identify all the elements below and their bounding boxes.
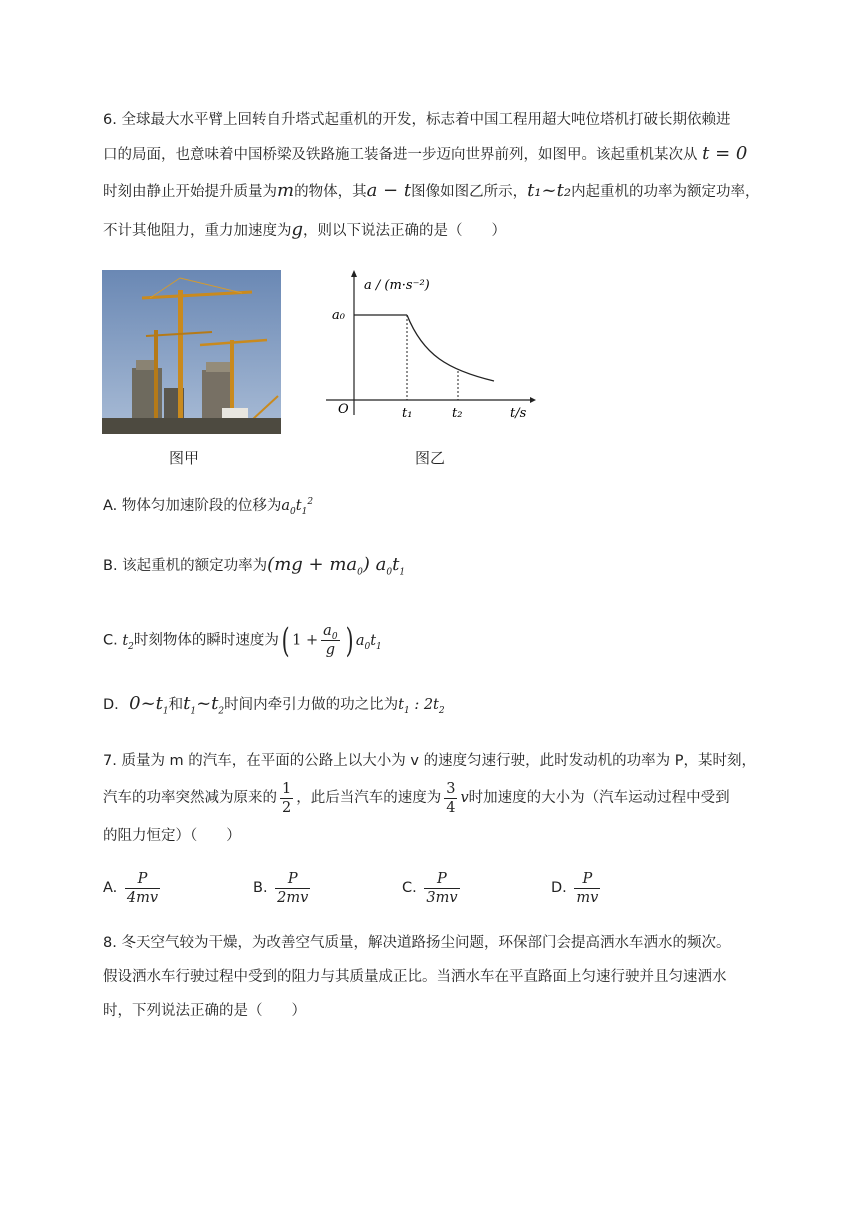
q7-fraction-threequarter: $\frac{3}{4}$	[446, 780, 456, 816]
q6-mass-symbol: m	[277, 180, 295, 201]
decreasing-acceleration-curve	[407, 315, 494, 381]
q6-line3	[103, 181, 760, 202]
q7-text-3: 的阻力恒定）（ ）	[103, 828, 241, 844]
a-t-graph	[318, 265, 538, 425]
q6-text-2: 口的局面，也意味着中国桥梁及铁路施工装备进一步迈向世界前列，如图甲。该起重机某次从	[103, 147, 698, 163]
option-c-right-paren: )	[345, 620, 354, 661]
q6-text-4a: 不计其他阻力，重力加速度为	[103, 223, 292, 239]
q6-text-3c: 图像如图乙所示，	[411, 184, 528, 200]
figure-b-caption: 图乙	[415, 449, 446, 467]
q7-option-c	[402, 868, 463, 908]
option-d-range2: $t_1\sim t_2$	[183, 693, 225, 717]
q8-line3	[103, 1001, 306, 1021]
q7-option-d-label: D.	[551, 880, 567, 896]
q6-t-equals-0: t = 0	[702, 143, 748, 164]
q7-text-2a: 汽车的功率突然减为原来的	[103, 790, 277, 806]
q7-line2	[103, 778, 730, 818]
q6-text-1: 全球最大水平臂上回转自升塔式起重机的开发，标志着中国工程用超大吨位塔机打破长期依赖进	[121, 112, 731, 128]
q6-a-t-symbol: a − t	[366, 180, 412, 201]
q6-text-3b: 的物体，其	[294, 184, 367, 200]
option-a-text: 物体匀加速阶段的位移为	[121, 498, 282, 514]
q6-line4	[103, 220, 506, 241]
q7-text-1: 质量为 m 的汽车，在平面的公路上以大小为 v 的速度匀速行驶，此时发动机的功率为 P，某时刻，	[121, 753, 756, 769]
q8-line1	[103, 933, 730, 953]
origin-label: O	[338, 402, 349, 417]
option-a-label: A.	[103, 498, 118, 514]
q7-fraction-half: $\frac{1}{2}$	[282, 780, 292, 816]
t1-tick-label: t₁	[402, 406, 413, 421]
q8-number: 8.	[103, 935, 117, 951]
figure-a-caption: 图甲	[169, 449, 200, 467]
option-d-text: 时间内牵引力做的功之比为	[224, 697, 399, 713]
q8-text-2: 假设洒水车行驶过程中受到的阻力与其质量成正比。当洒水车在平直路面上匀速行驶并且匀速洒水	[103, 969, 727, 985]
y-axis-arrow	[351, 270, 357, 277]
q6-g-symbol: g	[291, 219, 304, 240]
q6-line2	[103, 144, 747, 165]
q6-line1	[103, 110, 730, 130]
option-c-text: 时刻物体的瞬时速度为	[133, 632, 279, 649]
x-axis-arrow	[530, 397, 536, 403]
option-c-fraction: $\frac{a_0}{g}$	[323, 623, 338, 658]
y-axis-label: a / (m·s⁻²)	[364, 278, 430, 293]
q8-line2	[103, 967, 727, 987]
q7-option-a-fraction: $\frac{P}{4mv}$	[126, 870, 159, 906]
q7-option-a	[103, 868, 163, 908]
x-axis-label: t/s	[510, 406, 527, 421]
q7-option-b-label: B.	[253, 880, 268, 896]
q7-option-a-label: A.	[103, 880, 118, 896]
q7-option-b	[253, 868, 313, 908]
q7-option-d-fraction: $\frac{P}{mv}$	[576, 870, 599, 906]
option-c-label: C.	[103, 632, 118, 649]
q6-text-3a: 时刻由静止开始提升质量为	[103, 184, 277, 200]
option-d-and: 和	[168, 697, 184, 713]
option-b-formula: $(mg + ma_0)$ $a_0t_1$	[267, 554, 406, 578]
q6-option-c	[103, 622, 382, 659]
y-tick-a0: a₀	[332, 308, 345, 323]
q7-line1	[103, 751, 756, 771]
option-a-formula: $a_0t_1^2$	[281, 497, 314, 517]
option-c-left-paren: (	[281, 620, 290, 661]
option-d-range1: $0\sim t_1$	[123, 693, 169, 717]
q8-text-1: 冬天空气较为干燥，为改善空气质量，解决道路扬尘问题，环保部门会提高洒水车洒水的频次。	[121, 935, 731, 951]
q6-option-b	[103, 555, 405, 576]
option-c-a0t1: $a_0t_1$	[355, 632, 382, 652]
q6-t1-t2-range: t₁~t₂	[527, 180, 572, 201]
q7-option-b-fraction: $\frac{P}{2mv}$	[277, 870, 309, 906]
option-d-ratio: $t_1$ : $2t_2$	[398, 697, 445, 716]
q7-text-2b: ，此后当汽车的速度为	[296, 790, 442, 806]
crane-photo	[102, 270, 281, 434]
q7-text-2c: 时加速度的大小为（汽车运动过程中受到	[468, 790, 730, 806]
q7-option-c-label: C.	[402, 880, 417, 896]
q6-text-3d: 内起重机的功率为额定功率，	[571, 184, 760, 200]
option-c-t2: $t_2$	[122, 632, 134, 652]
q8-text-3: 时，下列说法正确的是（ ）	[103, 1003, 306, 1019]
q7-v-symbol: v	[460, 790, 469, 806]
q7-line3	[103, 826, 241, 846]
q6-number: 6.	[103, 112, 117, 128]
t2-tick-label: t₂	[452, 406, 463, 421]
q7-number: 7.	[103, 753, 117, 769]
q6-option-d	[103, 694, 445, 715]
q6-option-a	[103, 496, 313, 516]
option-b-label: B.	[103, 558, 118, 574]
q6-text-4b: ，则以下说法正确的是（ ）	[303, 223, 507, 239]
option-d-label: D.	[103, 697, 119, 713]
q7-option-d	[551, 868, 603, 908]
q7-option-c-fraction: $\frac{P}{3mv}$	[426, 870, 458, 906]
option-c-one: 1 +	[292, 632, 319, 649]
option-b-text: 该起重机的额定功率为	[122, 558, 268, 574]
